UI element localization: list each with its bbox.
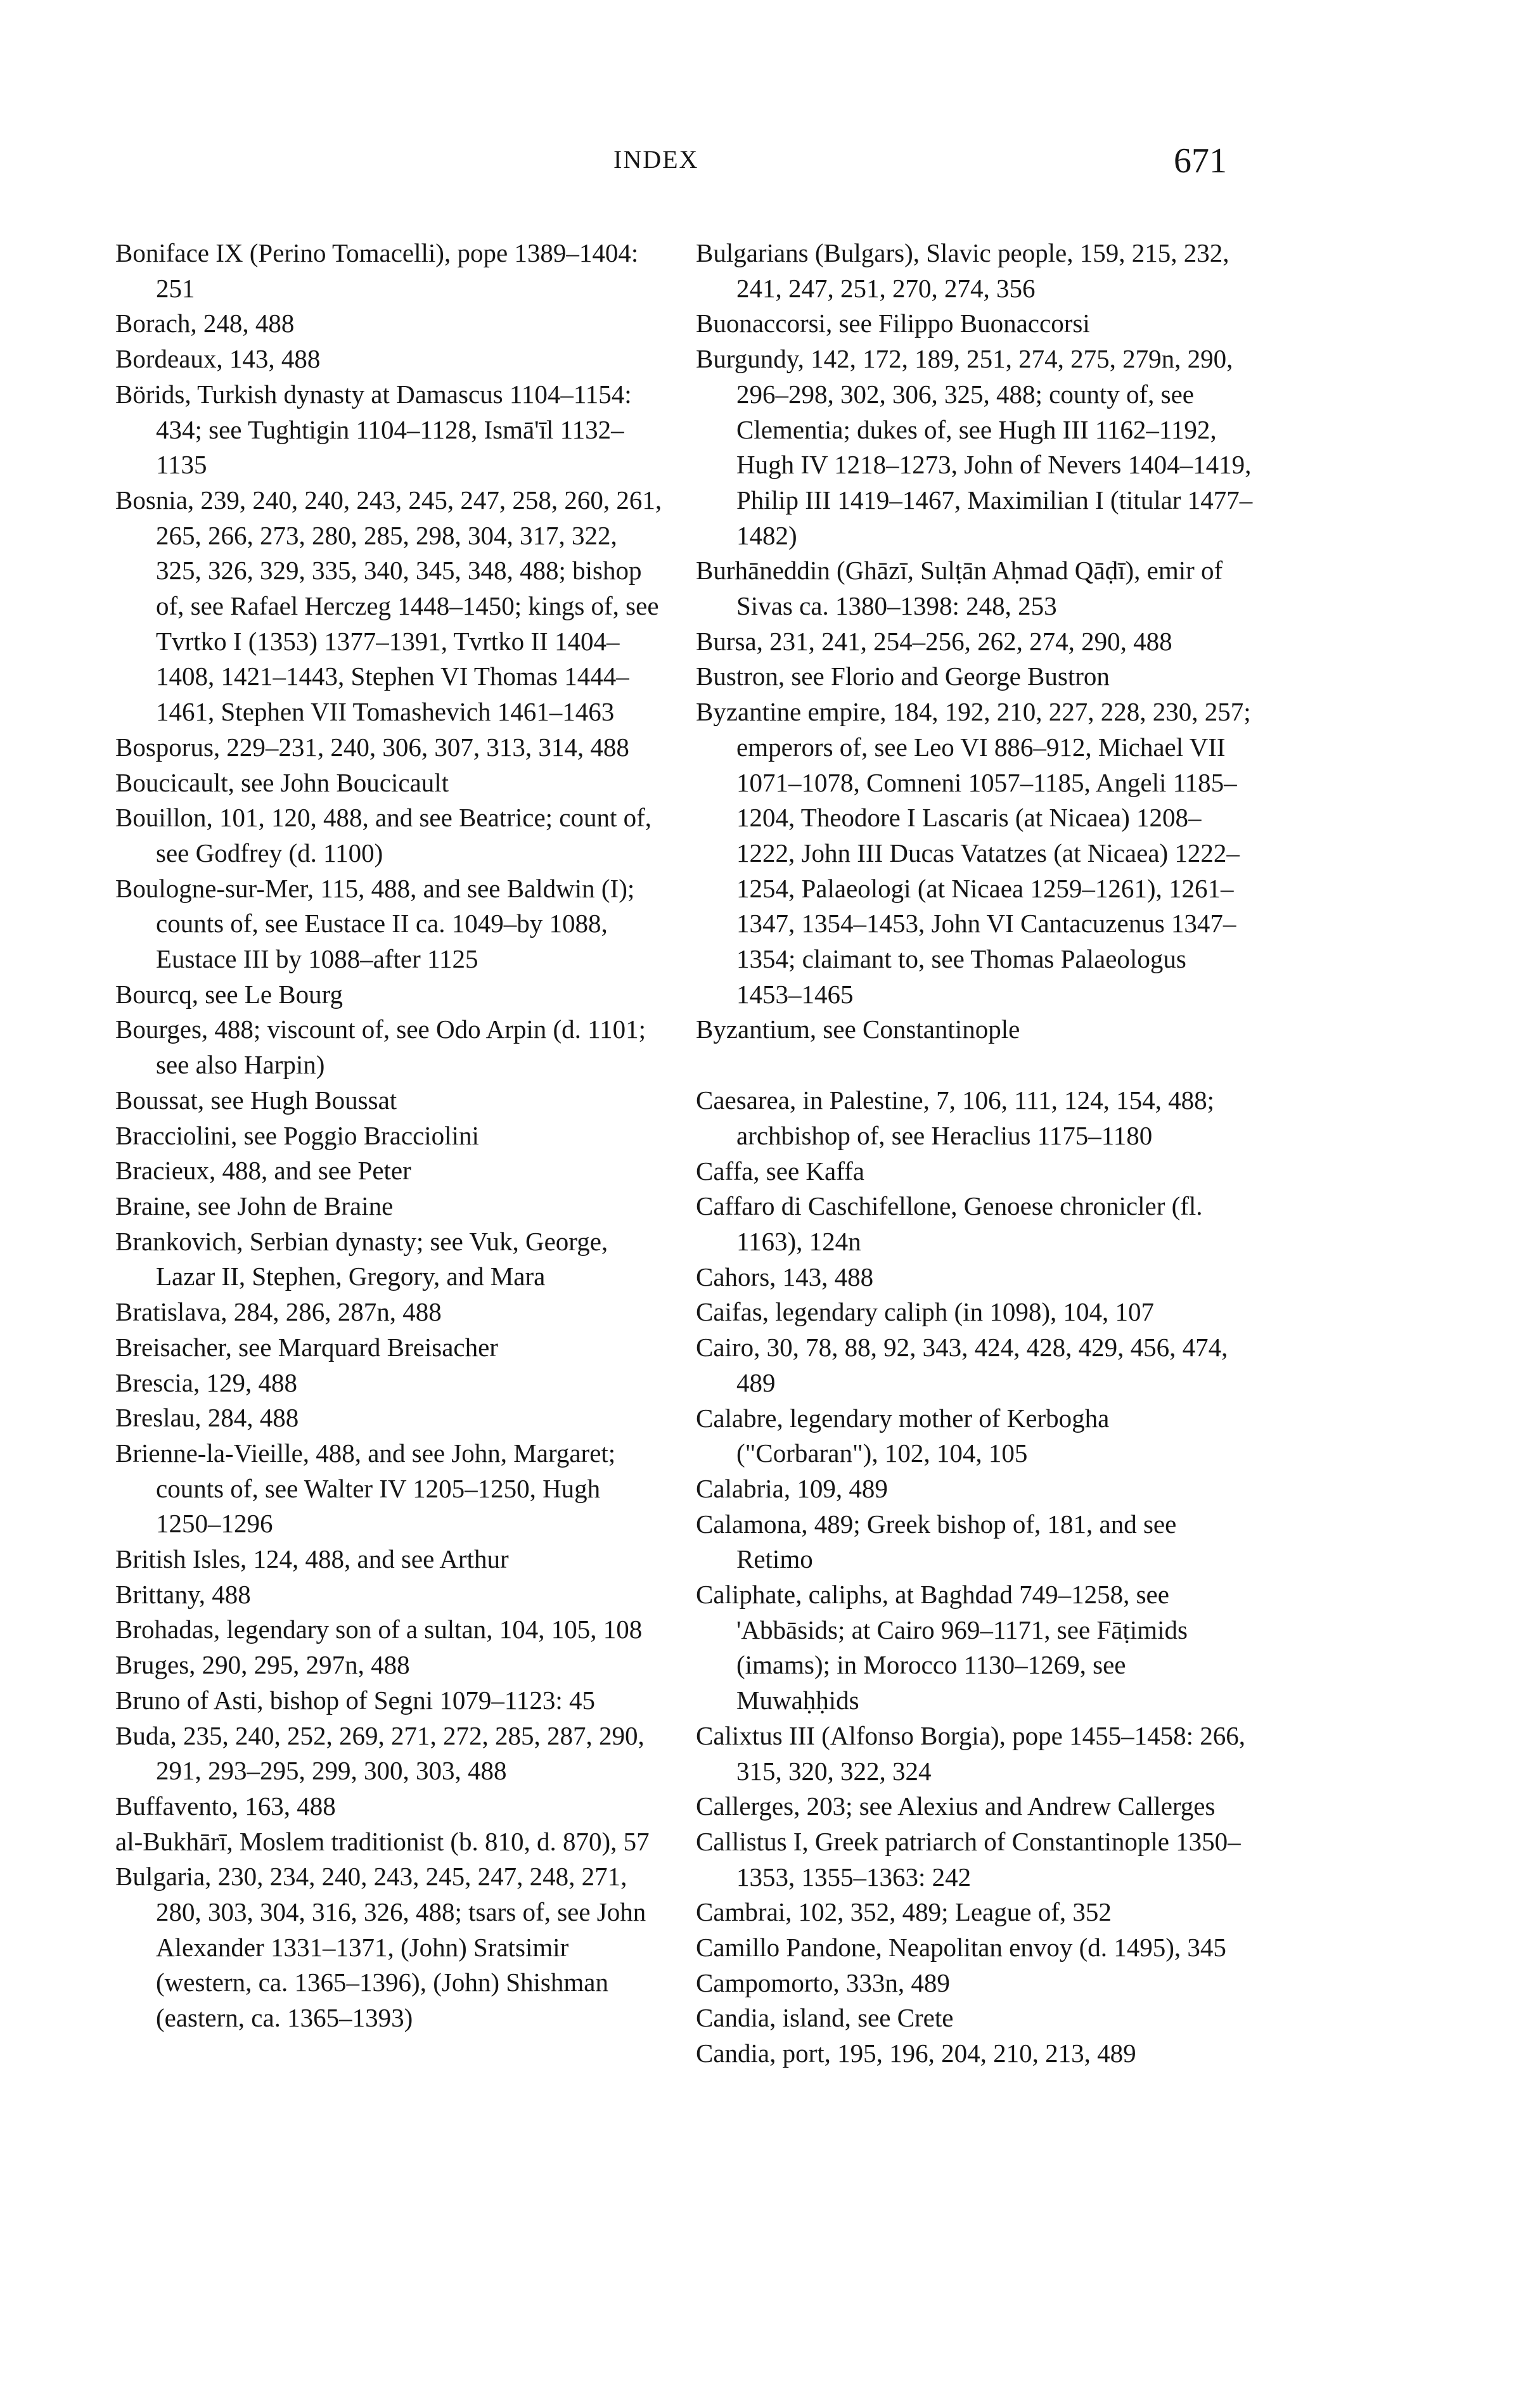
index-entry: Bracieux, 488, and see Peter (115, 1156, 411, 1186)
index-entry: Bruges, 290, 295, 297n, 488 (115, 1650, 410, 1680)
index-entry: Caifas, legendary caliph (in 1098), 104, 107 (696, 1297, 1155, 1327)
running-head (0, 141, 1521, 179)
index-entry: Cambrai, 102, 352, 489; League of, 352 (696, 1897, 1112, 1927)
index-entry: Bosnia, 239, 240, 240, 243, 245, 247, 258, 260, 261, 265, 266, 273, 280, 285, 298, 304, 317, 322, 325, 326, 329, 335, 340, 345, 348, 488; bishop of, see Rafael Herczeg 1448–1450; kings of, see Tvrtko I (1353) 1377–1391, Tvrtko II 1404–1408, 1421–1443, Stephen VI Thomas 1444–1461, Stephen VII Tomashevich 1461–1463 (115, 485, 662, 727)
index-entry: Buffavento, 163, 488 (115, 1791, 336, 1821)
index-entry: Calamona, 489; Greek bishop of, 181, and see Retimo (696, 1509, 1177, 1574)
index-entry: Breisacher, see Marquard Breisacher (115, 1332, 498, 1362)
index-entry: Camillo Pandone, Neapolitan envoy (d. 1495), 345 (696, 1933, 1226, 1963)
index-entry: Calabre, legendary mother of Kerbogha ("Corbaran"), 102, 104, 105 (696, 1403, 1110, 1468)
index-entry: Braine, see John de Braine (115, 1191, 394, 1220)
index-entry: Burhāneddin (Ghāzī, Sulṭān Aḥmad Qāḍī), emir of Sivas ca. 1380–1398: 248, 253 (696, 556, 1223, 621)
index-entry: Brankovich, Serbian dynasty; see Vuk, George, Lazar II, Stephen, Gregory, and Mara (115, 1226, 608, 1291)
index-entry: Byzantine empire, 184, 192, 210, 227, 228, 230, 257; emperors of, see Leo VI 886–912, Michael VII 1071–1078, Comneni 1057–1185, Angeli 1185–1204, Theodore I Lascaris (at Nicaea) 1208–1222, John III Ducas Vatatzes (at Nicaea) 1222–1254, Palaeologi (at Nicaea 1259–1261), 1261–1347, 1354–1453, John VI Cantacuzenus 1347–1354; claimant to, see Thomas Palaeologus 1453–1465 (696, 697, 1251, 1009)
index-entry: Bulgarians (Bulgars), Slavic people, 159, 215, 232, 241, 247, 251, 270, 274, 356 (696, 238, 1229, 303)
index-entry: Boucicault, see John Boucicault (115, 767, 449, 797)
index-entry: Bordeaux, 143, 488 (115, 344, 321, 374)
index-entry: Brienne-la-Vieille, 488, and see John, Margaret; counts of, see Walter IV 1205–1250, Hugh 1250–1296 (115, 1438, 616, 1539)
index-entry: Bursa, 231, 241, 254–256, 262, 274, 290, 488 (696, 626, 1172, 656)
right-column (696, 236, 1254, 2072)
index-entry: Bratislava, 284, 286, 287n, 488 (115, 1297, 442, 1327)
index-entry: Bruno of Asti, bishop of Segni 1079–1123: 45 (115, 1685, 595, 1715)
index-entry: Calabria, 109, 489 (696, 1473, 888, 1503)
index-entry: Campomorto, 333n, 489 (696, 1968, 950, 1997)
index-entry: Caffaro di Caschifellone, Genoese chronicler (fl. 1163), 124n (696, 1191, 1203, 1256)
index-entry: Caliphate, caliphs, at Baghdad 749–1258, see 'Abbāsids; at Cairo 969–1171, see Fāṭimids (imams); in Morocco 1130–1269, see Muwaḥḥids (696, 1580, 1188, 1715)
index-entry: Boulogne-sur-Mer, 115, 488, and see Baldwin (I); counts of, see Eustace II ca. 1049–by 1088, Eustace III by 1088–after 1125 (115, 873, 635, 974)
index-entry: Bourges, 488; viscount of, see Odo Arpin (d. 1101; see also Harpin) (115, 1015, 646, 1080)
index-entry: Caesarea, in Palestine, 7, 106, 111, 124, 154, 488; archbishop of, see Heraclius 1175–1180 (696, 1086, 1214, 1150)
index-title: INDEX (613, 145, 699, 174)
index-entry: Calixtus III (Alfonso Borgia), pope 1455–1458: 266, 315, 320, 322, 324 (696, 1720, 1245, 1786)
index-entry: Bouillon, 101, 120, 488, and see Beatrice; count of, see Godfrey (d. 1100) (115, 803, 652, 868)
index-entry: Brescia, 129, 488 (115, 1367, 297, 1397)
index-entry: Brohadas, legendary son of a sultan, 104, 105, 108 (115, 1615, 643, 1644)
index-entry: Cairo, 30, 78, 88, 92, 343, 424, 428, 429, 456, 474, 489 (696, 1333, 1228, 1397)
index-entry: Bulgaria, 230, 234, 240, 243, 245, 247, 248, 271, 280, 303, 304, 316, 326, 488; tsars of, see John Alexander 1331–1371, (John) Sratsimir (western, ca. 1365–1396), (John) Shishman (eastern, ca. 1365–1393) (115, 1862, 646, 2033)
index-entry: al-Bukhārī, Moslem traditionist (b. 810, d. 870), 57 (115, 1826, 650, 1856)
index-entry: Börids, Turkish dynasty at Damascus 1104–1154: 434; see Tughtigin 1104–1128, Ismā'īl 1132–1135 (115, 379, 632, 480)
index-entry: Callerges, 203; see Alexius and Andrew Callerges (696, 1791, 1216, 1821)
index-entry: Bosporus, 229–231, 240, 306, 307, 313, 314, 488 (115, 732, 629, 762)
index-entry: Candia, island, see Crete (696, 2003, 954, 2033)
page-number: 671 (1174, 141, 1227, 181)
index-entry: Breslau, 284, 488 (115, 1403, 299, 1433)
index-entry: Bourcq, see Le Bourg (115, 979, 343, 1009)
index-entry: British Isles, 124, 488, and see Arthur (115, 1544, 509, 1574)
index-entry: Bustron, see Florio and George Bustron (696, 662, 1110, 691)
index-entry: Cahors, 143, 488 (696, 1262, 874, 1291)
index-entry: Callistus I, Greek patriarch of Constantinople 1350–1353, 1355–1363: 242 (696, 1826, 1241, 1892)
index-entry: Buda, 235, 240, 252, 269, 271, 272, 285, 287, 290, 291, 293–295, 299, 300, 303, 488 (115, 1720, 645, 1786)
index-entry: Byzantium, see Constantinople (696, 1015, 1020, 1044)
index-entry: Caffa, see Kaffa (696, 1156, 864, 1186)
index-entry: Buonaccorsi, see Filippo Buonaccorsi (696, 309, 1090, 338)
index-entry: Candia, port, 195, 196, 204, 210, 213, 489 (696, 2039, 1136, 2068)
left-column (115, 236, 667, 2036)
index-entry: Boniface IX (Perino Tomacelli), pope 1389–1404: 251 (115, 238, 639, 303)
index-entry: Brittany, 488 (115, 1579, 251, 1609)
index-entry: Borach, 248, 488 (115, 309, 295, 338)
index-entry: Bracciolini, see Poggio Bracciolini (115, 1120, 479, 1150)
index-entry: Burgundy, 142, 172, 189, 251, 274, 275, 279n, 290, 296–298, 302, 306, 325, 488; county of, see Clementia; dukes of, see Hugh III 1162–1192, Hugh IV 1218–1273, John of Nevers 1404–1419, Philip III 1419–1467, Maximilian I (titular 1477–1482) (696, 344, 1253, 550)
index-entry: Boussat, see Hugh Boussat (115, 1085, 397, 1115)
